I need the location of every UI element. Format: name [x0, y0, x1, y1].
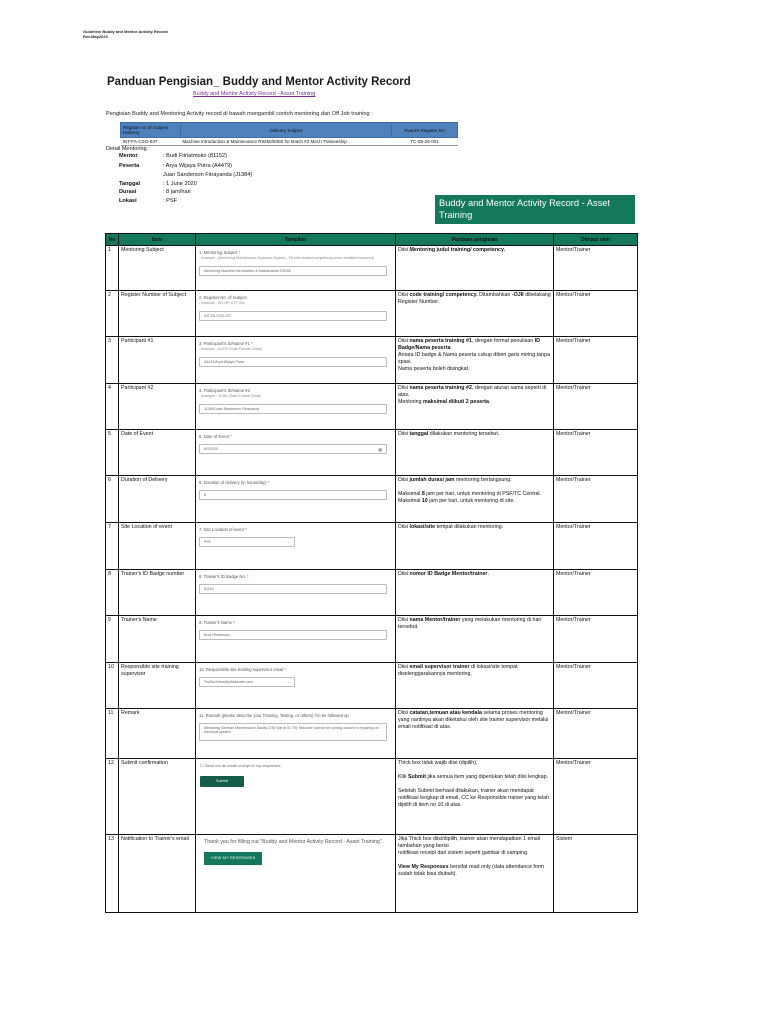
delivery-register-no: INT-FA-CSO-037 [121, 138, 181, 146]
form-example: - example : A4479 (Gate Format Detail) [199, 347, 262, 351]
row-preview [196, 616, 396, 663]
form-example: - example : (Mentoring Maintenance Hydraulic System - Tilt with related competency when buddied mentored) [199, 256, 374, 260]
form-question: 6. Duration of delivery (in hours/day) * [199, 480, 270, 485]
form-question: 2. Register No. of Subject [199, 295, 247, 300]
form-example: - example : J1384 (Gate Format Detail) [199, 394, 262, 398]
form-input[interactable] [199, 490, 387, 500]
view-responses-button[interactable]: VIEW MY RESPONSES [204, 852, 262, 865]
detail-row [119, 189, 191, 195]
row-item: Trainer's Name [119, 616, 196, 663]
row-number: 7 [106, 523, 119, 570]
row-number: 3 [106, 337, 119, 384]
doc-name: Guideline Buddy and Mentor Activity Record [83, 29, 168, 34]
detail-key: Tanggal [119, 181, 141, 187]
row-item: Duration of Delivery [119, 476, 196, 523]
detail-key [119, 172, 163, 178]
table-row [106, 570, 638, 616]
row-input-by: Mentor/Trainer [554, 291, 638, 337]
row-item: Responsible site training supervisor [119, 663, 196, 709]
row-input-by: Mentor/Trainer [554, 430, 638, 476]
row-number: 4 [106, 384, 119, 430]
intro-text: Pengisian Buddy and Mentoring Activity record di bawah mengambil contoh mentoring dari Off Job training : [106, 111, 373, 117]
row-number: 12 [106, 759, 119, 835]
row-guide: Diisi nama peserta training #1, dengan format penulisan ID Badge/Nama peserta. Antara ID badge & Nama peserta cukup diberi garis miring,tanpa spasi. Nama peserta boleh disingkat. [396, 337, 554, 384]
row-input-by: Mentor/Trainer [554, 616, 638, 663]
row-input-by: Mentor/Trainer [554, 476, 638, 523]
detail-key: Durasi [119, 189, 137, 195]
delivery-table [120, 122, 458, 146]
form-input-value: 81152 [204, 587, 214, 591]
row-guide: Diisi email supervisor trainer di lokasi/site tempat diselenggarakannya mentoring. [396, 663, 554, 709]
doc-revision: Rev.May2023 [83, 34, 108, 39]
form-input[interactable] [199, 444, 387, 454]
row-item: Register Number of Subject [119, 291, 196, 337]
email-receipt-label: Send me an email receipt of my responses [204, 763, 281, 768]
form-select[interactable] [199, 537, 295, 547]
row-guide: Diisi tanggal dilakukan mentoring tersebut. [396, 430, 554, 476]
row-guide: Diisi catatan,temuan atau kendala selama proses mentoring yang nantinya akan diketahui oleh site trainer supervisor melalui email notifikasi di atas. [396, 709, 554, 759]
row-input-by: Mentor/Trainer [554, 570, 638, 616]
detail-key: Lokasi [119, 198, 137, 204]
header-diinput-oleh: Diinput oleh [554, 234, 638, 246]
row-preview [196, 709, 396, 759]
table-row [106, 663, 638, 709]
row-input-by: Mentor/Trainer [554, 709, 638, 759]
detail-row [119, 172, 252, 178]
detail-key: Peserta [119, 163, 140, 169]
row-input-by: Mentor/Trainer [554, 523, 638, 570]
form-select[interactable] [199, 677, 295, 687]
delivery-header-event: Event's Register No [392, 123, 458, 138]
row-guide: Thick box tidak wajib diisi (dipilih). Klik Submit jika semua item yang diperlukan telah diisi lengkap. Setelah Submit berhasil dilakukan, trainer akan mendapat notifikasi lengkap di email, CC ke Responsible trainer yang telah dipilih di item no 10 di atas. [396, 759, 554, 835]
row-preview [196, 384, 396, 430]
thanks-message: Thank you for filling out "Buddy and Mentor Activity Record - Asset Training". [204, 839, 384, 845]
row-preview [196, 835, 396, 913]
row-number: 8 [106, 570, 119, 616]
form-example: - example : INT-HP-GTT-001 [199, 301, 245, 305]
form-input-value: INT-FA-CSO-037 [204, 314, 232, 318]
form-input-value: Mentoring Machine Introduction & Maintenance R9250 [204, 269, 291, 273]
detail-row [119, 163, 232, 169]
row-number: 11 [106, 709, 119, 759]
row-number: 2 [106, 291, 119, 337]
form-question: 8. Trainer's ID Badge No. * [199, 574, 249, 579]
row-input-by: Mentor/Trainer [554, 663, 638, 709]
table-row [106, 616, 638, 663]
form-input-value: J1384/Juan Sanderson Fitrayanda [204, 407, 259, 411]
delivery-event-no: TC-05-26-001 [392, 138, 458, 146]
row-guide: Diisi nomor ID Badge Mentor/trainer. [396, 570, 554, 616]
form-input[interactable] [199, 311, 387, 321]
table-row [106, 523, 638, 570]
detail-value: : PSF [163, 198, 177, 204]
table-row [106, 709, 638, 759]
calendar-icon: ▦ [378, 447, 382, 452]
row-number: 9 [106, 616, 119, 663]
detail-key: Mentor [119, 153, 138, 159]
header-panduan: Panduan pengisian [396, 234, 554, 246]
row-number: 6 [106, 476, 119, 523]
form-input[interactable] [199, 584, 387, 594]
row-guide: Diisi nama peserta training #2, dengan aturan sama seperti di atas. Mentoring maksimal diikuti 2 peserta. [396, 384, 554, 430]
row-input-by: Sistem [554, 835, 638, 913]
checkbox-icon: ☐ [200, 763, 205, 768]
row-input-by: Mentor/Trainer [554, 384, 638, 430]
detail-row [119, 181, 197, 187]
form-input-value: 6/1/2020 [204, 447, 218, 451]
form-question: 7. Site Location of event * [199, 527, 247, 532]
row-item: Submit confirmation [119, 759, 196, 835]
delivery-header-register: Register no of Subject Delivery [121, 123, 181, 138]
form-banner: Buddy and Mentor Activity Record - Asset Training [435, 195, 635, 224]
email-receipt-checkbox[interactable] [200, 763, 393, 768]
header-no: No [106, 234, 119, 246]
form-input-value: PSF [204, 540, 211, 544]
detail-row [119, 153, 227, 159]
form-input-value: Mentoring Sebelah Maintenance Sasiss 2/3D (tat at 51 70): Machine cannot be coming caused in repairing on electrical system [204, 726, 379, 734]
row-item: Participant #2 [119, 384, 196, 430]
row-guide: Diisi code training/ competency. Ditambahkan -OJII dibelakang Register Number. [396, 291, 554, 337]
header-tampilan: Tampilan [196, 234, 396, 246]
row-number: 13 [106, 835, 119, 913]
row-item: Mentoring Subject [119, 246, 196, 291]
row-item: Trainer's ID Badge number [119, 570, 196, 616]
row-guide: Jika Thick box diisi/dipilih, trainer akan mendapatkan 1 email tambahan yang berisi notifikasi receipt dari sistem seperti gambar di samping. View My Responses bersifat read only (data attendance form sudah tidak bisa diubah). [396, 835, 554, 913]
detail-value: Juan Sanderson Fitrayanda (J1384) [163, 172, 253, 178]
row-input-by: Mentor/Trainer [554, 246, 638, 291]
row-preview [196, 430, 396, 476]
row-number: 1 [106, 246, 119, 291]
form-input[interactable] [199, 357, 387, 367]
row-preview [196, 570, 396, 616]
row-item: Site Location of event [119, 523, 196, 570]
table-row [106, 291, 638, 337]
form-question: 4. Participant's ID/Name #2 [199, 388, 250, 393]
row-item: Notification to Trainer's email [119, 835, 196, 913]
detail-value: : Arya Wijaya Putra (A4479) [163, 163, 233, 169]
row-input-by: Mentor/Trainer [554, 759, 638, 835]
row-preview [196, 291, 396, 337]
form-input[interactable] [199, 266, 387, 276]
header-item: Item [119, 234, 196, 246]
row-item: Remark [119, 709, 196, 759]
form-input-value: TrsiSmXdres@pttaddress.com [204, 680, 253, 684]
form-input-value: Budi Fitriatmoko [204, 633, 230, 637]
row-number: 5 [106, 430, 119, 476]
row-number: 10 [106, 663, 119, 709]
row-item: Date of Event [119, 430, 196, 476]
detail-value: : 8 jam/hari [163, 189, 191, 195]
row-item: Participant #1 [119, 337, 196, 384]
table-row [106, 759, 638, 835]
form-question: 5. Date of Event * [199, 434, 232, 439]
detail-value: : Budi Fitriatmoko (81152) [163, 153, 227, 159]
doc-header [83, 29, 168, 39]
table-row [106, 384, 638, 430]
guide-table-header [106, 234, 638, 246]
form-question: 3. Participant's ID/Name #1 * [199, 341, 253, 346]
row-preview [196, 337, 396, 384]
table-row [106, 337, 638, 384]
form-input-value: A4479/Arya Wijaya Putra [204, 360, 245, 364]
form-input-value: 8 [204, 493, 206, 497]
row-guide: Diisi Mentoring judul training/ competency. [396, 246, 554, 291]
row-preview [196, 476, 396, 523]
table-row [106, 246, 638, 291]
table-row [106, 430, 638, 476]
row-preview [196, 759, 396, 835]
table-row [106, 835, 638, 913]
row-preview [196, 523, 396, 570]
form-question: 11. Remark (please describe your Training, Testing, or others) /Vo be followed up [199, 713, 349, 718]
row-input-by: Mentor/Trainer [554, 337, 638, 384]
page-title: Panduan Pengisian_ Buddy and Mentor Activity Record [107, 76, 411, 88]
row-guide: Diisi jumlah durasi jam mentoring berlangsung. Maksimal 8 jam per hari, untuk mentoring di PSF/TC Central. Maksimal 10 jam per hari, untuk mentoring di site. [396, 476, 554, 523]
submit-button[interactable]: Submit [200, 776, 244, 787]
form-question: 9. Trainer's Name * [199, 620, 235, 625]
form-question: 10. Responsible site training supervisor email * [199, 667, 287, 672]
row-preview [196, 663, 396, 709]
row-guide: Diisi lokasi/site tempat dilakukan mentoring. [396, 523, 554, 570]
form-link[interactable]: Buddy and Mentor Activity Record - Asset Training [193, 91, 316, 97]
row-preview [196, 246, 396, 291]
detail-row [119, 198, 177, 204]
form-input[interactable] [199, 630, 387, 640]
detail-heading: Detail Mentoring : [106, 146, 150, 152]
form-input[interactable] [199, 404, 387, 414]
form-question: 1. Mentoring Subject * [199, 250, 241, 255]
detail-value: : 1 June 2020 [163, 181, 197, 187]
form-input[interactable] [199, 723, 387, 741]
delivery-subject: Machine Introduction & Maintenance R9250/9350 for Batch #2 Mech Traineeship [180, 138, 391, 146]
guide-table [105, 233, 638, 913]
delivery-header-subject: Delivery Subject [180, 123, 391, 138]
row-guide: Diisi nama Mentor/trainer yang melakukan mentoring di hari tersebut. [396, 616, 554, 663]
table-row [106, 476, 638, 523]
